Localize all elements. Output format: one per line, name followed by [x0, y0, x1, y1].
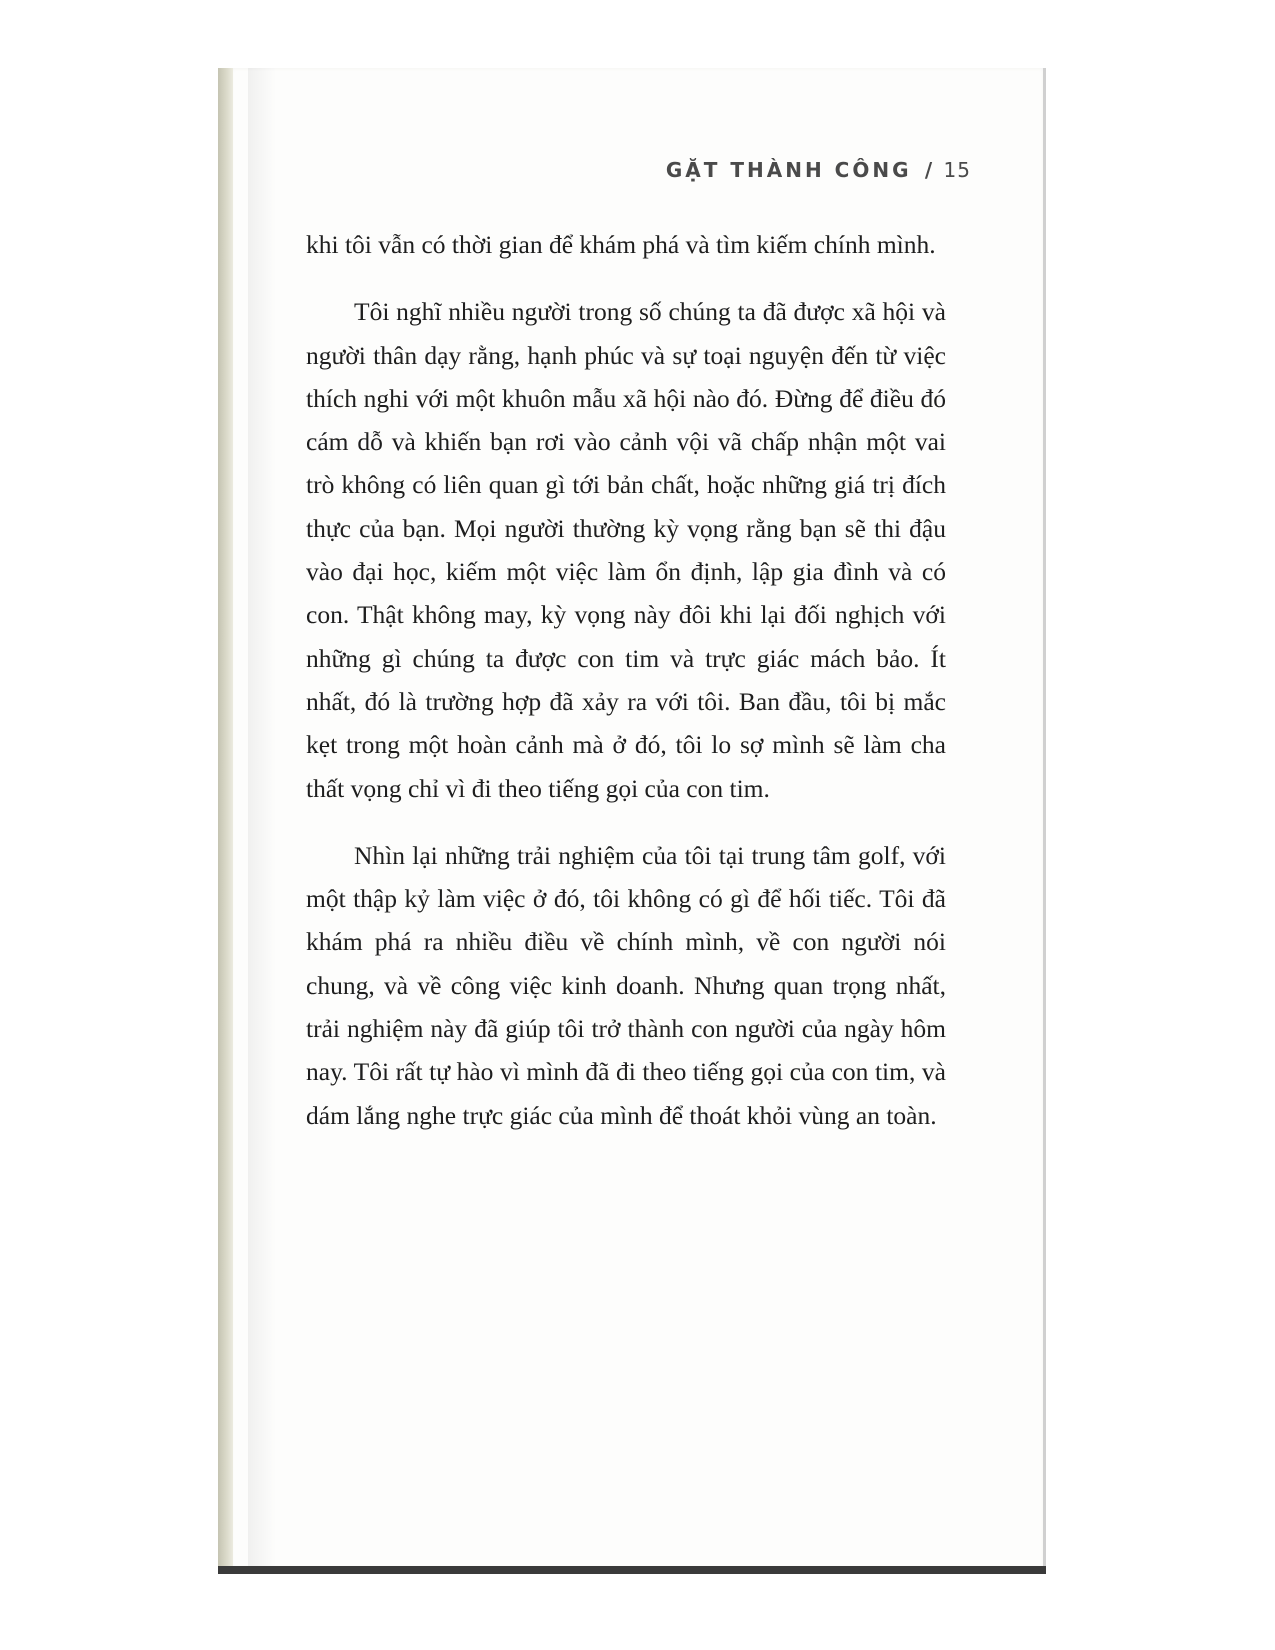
- page-stack-edge: [218, 68, 233, 1568]
- page-bottom-edge: [218, 1566, 1046, 1574]
- running-head-title: GẶT THÀNH CÔNG: [665, 158, 912, 182]
- page: [233, 68, 1046, 1568]
- paragraph-2: Tôi nghĩ nhiều người trong số chúng ta đã được xã hội và người thân dạy rằng, hạnh phúc và sự toại nguyện đến từ việc thích nghi với một khuôn mẫu xã hội nào đó. Đừng để điều đó cám dỗ và khiến bạn rơi vào cảnh vội vã chấp nhận một vai trò không có liên quan gì tới bản chất, hoặc những giá trị đích thực của bạn. Mọi người thường kỳ vọng rằng bạn sẽ thi đậu vào đại học, kiếm một việc làm ổn định, lập gia đình và có con. Thật không may, kỳ vọng này đôi khi lại đối nghịch với những gì chúng ta được con tim và trực giác mách bảo. Ít nhất, đó là trường hợp đã xảy ra với tôi. Ban đầu, tôi bị mắc kẹt trong một hoàn cảnh mà ở đó, tôi lo sợ mình sẽ làm cha thất vọng chỉ vì đi theo tiếng gọi của con tim.: [306, 297, 946, 803]
- paragraph-3: Nhìn lại những trải nghiệm của tôi tại trung tâm golf, với một thập kỷ làm việc ở đó, tôi không có gì để hối tiếc. Tôi đã khám phá ra nhiều điều về chính mình, về con người nói chung, và về công việc kinh doanh. Nhưng quan trọng nhất, trải nghiệm này đã giúp tôi trở thành con người của ngày hôm nay. Tôi rất tự hào vì mình đã đi theo tiếng gọi của con tim, và dám lắng nghe trực giác của mình để thoát khỏi vùng an toàn.: [306, 840, 946, 1130]
- spine-shadow: [248, 68, 276, 1568]
- page-right-edge: [1043, 68, 1046, 1574]
- body-text: [306, 223, 946, 1137]
- page-number: 15: [943, 158, 971, 182]
- running-head: [666, 158, 971, 182]
- book-page-scan: [218, 68, 1046, 1584]
- paragraph-1: khi tôi vẫn có thời gian để khám phá và tìm kiếm chính mình.: [306, 230, 936, 259]
- running-head-separator: /: [924, 158, 933, 182]
